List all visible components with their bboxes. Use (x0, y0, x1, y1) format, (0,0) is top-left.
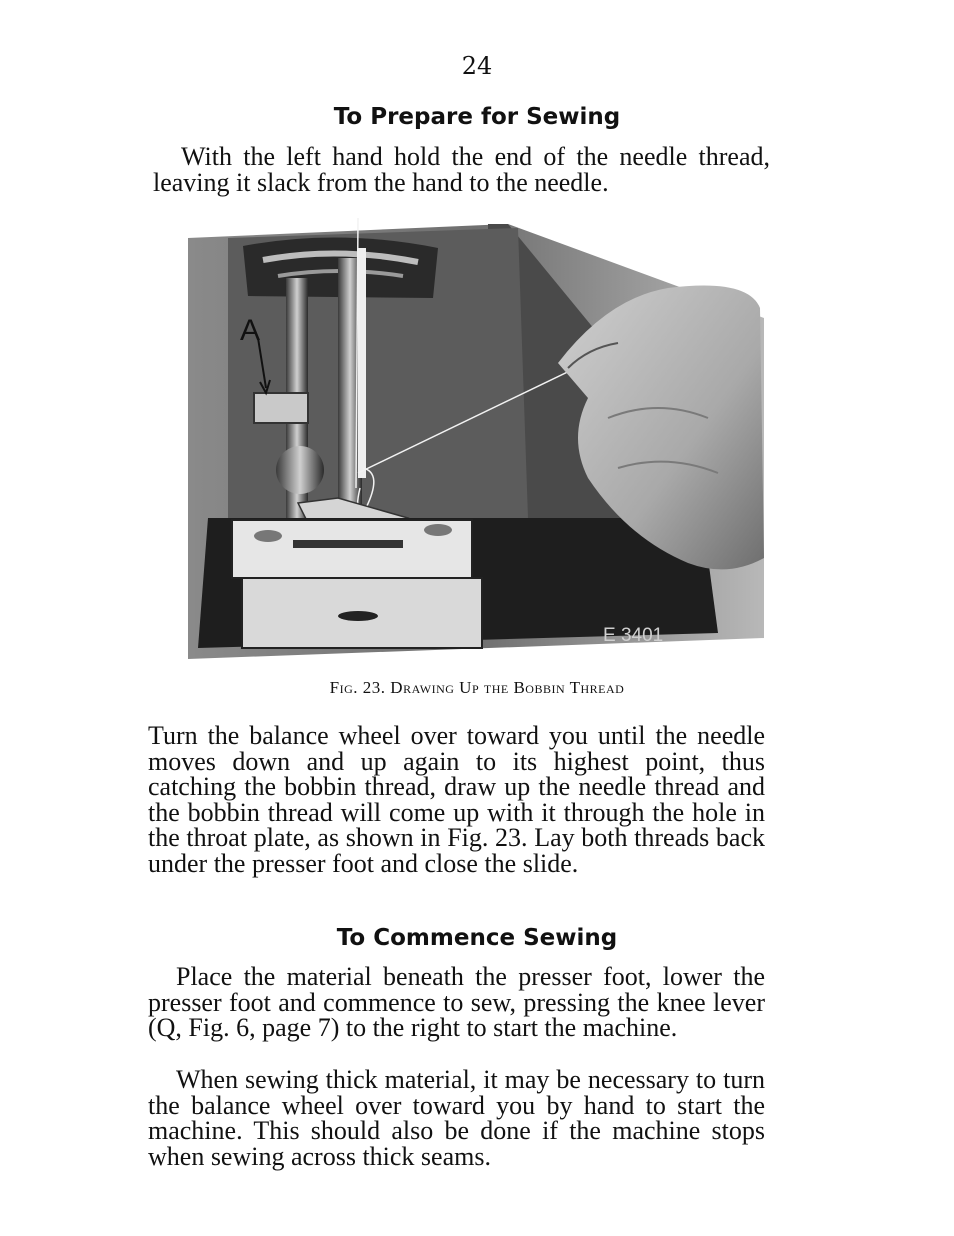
figure-caption-text: Drawing Up the Bobbin Thread (390, 678, 625, 697)
paragraph-bobbin: Turn the balance wheel over toward you until the needle moves down and up again to its highest point, thus catching the bobbin thread, draw up the needle thread and the bobbin thread will come up with it through the hole in the throat plate, as shown in Fig. 23. Lay both threads back under the presser foot and close the slide. (148, 721, 765, 878)
paragraph-prepare: With the left hand hold the end of the needle thread, leaving it slack from the hand to the needle. (153, 142, 770, 197)
figure-label-a: A (240, 314, 261, 347)
page-number: 24 (461, 52, 493, 80)
section-heading-prepare: To Prepare for Sewing (333, 104, 621, 130)
figure-caption-number: Fig. 23. (329, 678, 386, 697)
figure-photo-code: E 3401 (603, 625, 664, 646)
section-heading-commence: To Commence Sewing (336, 925, 618, 951)
paragraph-commence-1: Place the material beneath the presser foot, lower the presser foot and commence to sew, pressing the knee lever (Q, Fig. 6, page 7) to the right to start the machine. (148, 962, 765, 1042)
sewing-machine-illustration (188, 218, 764, 659)
figure-caption (0, 678, 954, 698)
figure-photo (188, 218, 764, 659)
paragraph-commence-2: When sewing thick material, it may be necessary to turn the balance wheel over toward you by hand to start the machine. This should also be done if the machine stops when sewing across thick seams. (148, 1065, 765, 1171)
